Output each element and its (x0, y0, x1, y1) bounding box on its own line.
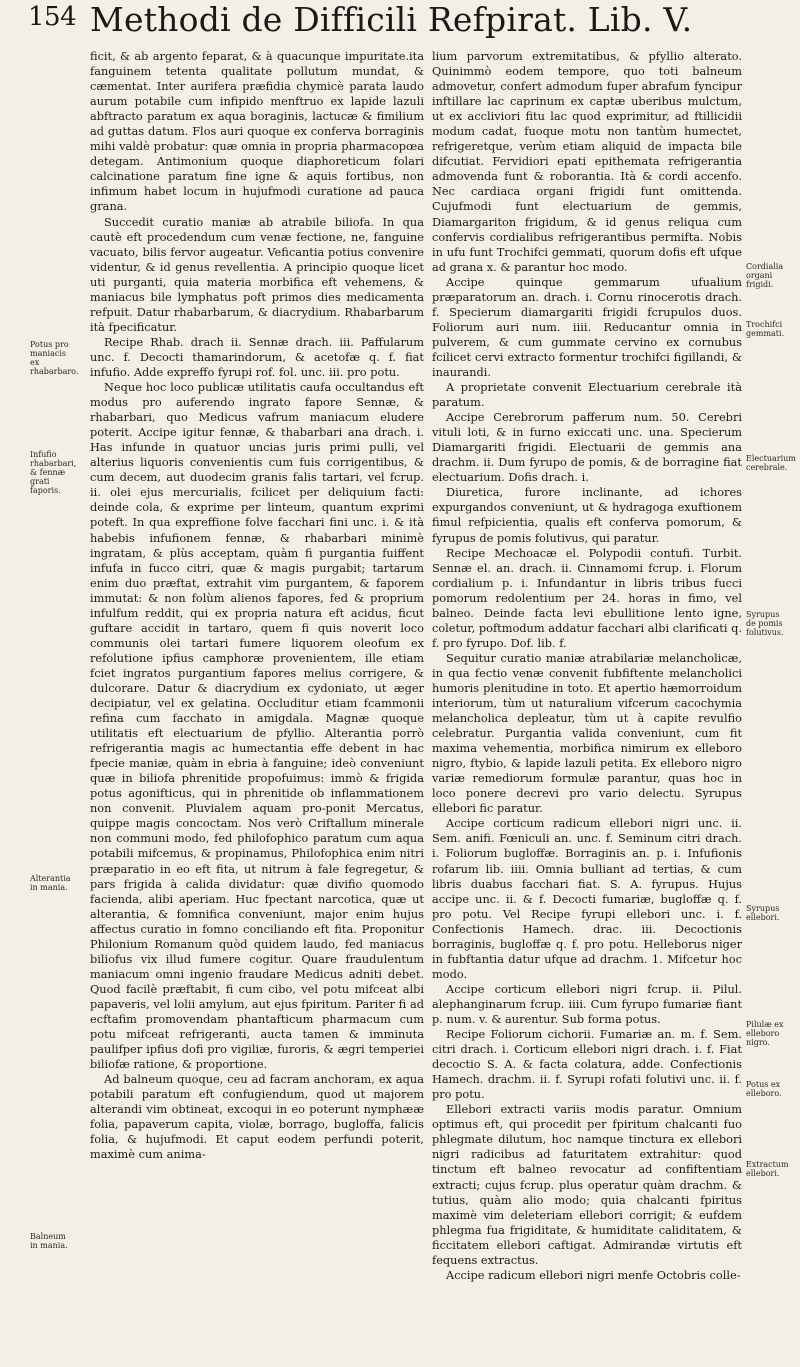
margin-note: Cordialia organi frigidi. (746, 262, 784, 289)
page-number: 154 (28, 2, 77, 32)
margin-note: Potus ex elleboro. (746, 1080, 782, 1098)
margin-note: Extractum ellebori. (746, 1160, 789, 1178)
margin-note: Syrupus de pomis folutivus. (746, 610, 784, 637)
paragraph: Recipe Mechoacæ el. Polypodii contufi. Turbit. Sennæ el. an. drach. ii. Cinnamomi fcrup. i. Florum cordialium p. i. Infundantur in libris tribus fucci pomorum redolentium per 24. horas in fimo, vel balneo. Deinde facta levi ebullitione lento igne, coletur, poftmodum addatur facchari albi clarificati q. f. pro fyrupo. Dof. lib. f. (432, 545, 742, 650)
paragraph: Ellebori extracti variis modis paratur. Omnium optimus eft, qui procedit per fpiritum chalcanti fuo phlegmate dilutum, hoc namque tinctura ex ellebori nigri radicibus ad faturitatem extrahitur: quod tinctum eft balneo revocatur ad confiftentiam extracti; cujus fcrup. plus operatur quàm drachm. & tutius, quàm alio modo; quia chalcanti fpiritus maximè vim deleteriam ellebori corrigit; & eufdem phlegma fua frigiditate, & humiditate caliditatem, & ficcitatem ellebori caftigat. Admirandæ virtutis eft fequens extractus. (432, 1102, 742, 1267)
paragraph: Ad balneum quoque, ceu ad facram anchoram, ex aqua potabili paratum eft confugiendum, quod ut majorem alterandi vim obtineat, excoqui in eo poterunt nymphææ folia, papaverum capita, violæ, borrago, bugloffa, falicis folia, & hujufmodi. Et caput eodem perfundi poterit, maximè cum anima- (90, 1072, 424, 1162)
margin-note: Potus pro maniacis ex rhabarbaro. (30, 340, 79, 376)
margin-note: Pilulæ ex elleboro nigro. (746, 1020, 784, 1047)
paragraph: Accipe corticum radicum ellebori nigri unc. ii. Sem. anifi. Fœniculi an. unc. f. Seminum citri drach. i. Foliorum bugloffæ. Borraginis an. p. i. Infufionis rofarum lib. iiii. Omnia bulliant ad tertias, & cum libris duabus facchari fiat. S. A. fyrupus. Hujus accipe unc. ii. & f. Decocti fumariæ, bugloffæ q. f. pro potu. Vel Recipe fyrupi ellebori unc. i. f. Confectionis Hamech. drac. iii. Decoctionis borraginis, bugloffæ q. f. pro potu. Helleborus niger in fubftantia datur ufque ad drachm. 1. Mifcetur hoc modo. (432, 816, 742, 981)
paragraph: Sequitur curatio maniæ atrabilariæ melancholicæ, in qua fectio venæ convenit fubfiftente melancholici humoris plenitudine in toto. Et apertio hæmorroidum interiorum, tùm ut naturalium vifcerum cacochymia melancholica depleatur, tùm ut à capite revulfio celebratur. Purgantia valida conveniunt, cum fit maxima vehementia, morbifica nimirum ex elleboro nigro, ftybio, & lapide lazuli petita. Ex elleboro nigro variæ remediorum formulæ parantur, quas hoc in loco ponere decrevi pro vario delectu. Syrupus ellebori fic paratur. (432, 650, 742, 816)
running-title: Methodi de Difficili Refpirat. Lib. V. (90, 0, 693, 39)
paragraph: Accipe quinque gemmarum ufualium præparatorum an. drach. i. Cornu rinocerotis drach. f. Specierum diamargariti frigidi fcrupulos duos. Foliorum auri num. iiii. Reducantur omnia in pulverem, & cum gummate cervino ex cornubus fcilicet cervi extracto formentur trochifci figillandi, & inaurandi. (432, 274, 742, 379)
margin-note: Infufio rhabarbari, & fennæ grati faporis. (30, 450, 77, 495)
paragraph: A proprietate convenit Electuarium cerebrale ità paratum. (432, 380, 742, 410)
paragraph: Neque hoc loco publicæ utilitatis caufa occultandus eft modus pro auferendo ingrato fapore Sennæ, & rhabarbari, quo Medicus vafrum maniacum eludere poterit. Accipe igitur fennæ, & thabarbari ana drach. i. Has infunde in quatuor uncias juris primi pulli, vel alterius liquoris convenientis cum fuis corrigentibus, & cum decem, aut duodecim granis falis tartari, vel fcrup. ii. olei ejus mercurialis, fcilicet per deliquium facti: deinde cola, & exprime per linteum, quantum exprimi poteft. In qua expreffione folve facchari fini unc. i. & ità habebis infufionem fennæ, & rhabarbari minimè ingratam, & plùs acceptam, quàm fi purgantia fuiffent infufa in fucco citri, quæ & magis purgabit; tartarum enim duo præftat, extrahit vim purgantem, & faporem immutat: & non folùm alienos fapores, fed & proprium infulfum reddit, qui ex propria natura eft acidus, ficut guftare accidit in tartaro, quem fi quis noverit loco communis olei tartari fumere liquorem oleofum ex refolutione ipfius camphoræ provenientem, ille etiam fciet ingratos purgantium fapores melius corrigere, & dulcorare. Datur & diacrydium ex cydoniato, ut æger decipiatur, vel ex gelatina. Occluditur etiam fcammonii refina cum facchato in amigdala. Magnæ quoque utilitatis eft electuarium de pfyllio. Alterantia porrò refrigerantia magis ac humectantia effe debent in hac fpecie maniæ, quàm in ebria à fanguine; ideò conveniunt quæ in biliofa phrenitide propofuimus: immò & frigida potus agonifticus, qui in phrenitide ob inflammationem non convenit. Pluvialem aquam pro-ponit Mercatus, quippe magis concoctam. Nos verò Criftallum minerale non communi modo, fed philofophico paratum cum aqua potabili mifcemus, & propinamus, Philofophica enim nitri præparatio in eo eft fita, ut nitrum à fale fegregetur, & pars frigida à calida dividatur: quæ divifio quomodo facienda, alibi aperiam. Huc fpectant narcotica, quæ ut alterantia, & fomnifica conveniunt, major enim hujus affectus curatio in fomno conciliando eft fita. Proponitur Philonium Romanum quòd quidem laudo, fed maniacus biliofus vix illud fumere cogitur. Quare fraudulentum maniacum omni ingenio fraudare Medicus adniti debet. Quod facilè præftabit, fi cum cibo, vel potu mifceat albi papaveris, vel lolii amylum, aut ejus fpiritum. Pariter fi ad ecftafim promovendam phantafticum pharmacum cum potu mifceat refrigeranti, aucta tamen & imminuta paulifper ipfius dofi pro vigiliæ, furoris, & ægri temperiei biliofæ ratione, & proportione. (90, 380, 424, 1072)
margin-note: Balneum in mania. (30, 1232, 68, 1250)
paragraph: Accipe corticum ellebori nigri fcrup. ii. Pilul. alephanginarum fcrup. iiii. Cum fyrupo fumariæ fiant p. num. v. & aurentur. Sub forma potus. (432, 981, 742, 1026)
paragraph: Accipe radicum ellebori nigri menfe Octobris colle- (446, 1267, 741, 1282)
margin-note: Electuarium cerebrale. (746, 454, 796, 472)
paragraph: ficit, & ab argento feparat, & à quacunque impuritate.ita fanguinem tetenta qualitate pollutum mundat, & cæmentat. Inter aurifera præfidia chymicè parata laudo aurum potabile cum infipido menftruo ex lapide lazuli abftracto paratum ex aqua boraginis, lactucæ & fimilium ad guttas datum. Flos auri quoque ex conferva borraginis mihi valdè probatur: quæ omnia in propria pharmacopœa detegam. Antimonium quoque diaphoreticum folari calcinatione paratum fine igne & aquis fortibus, non infimum habet locum in hujufmodi curatione ad pauca grana. (90, 49, 424, 214)
paragraph: Diuretica, furore inclinante, ad ichores expurgandos conveniunt, ut & hydragoga exuftionem fimul refpicientia, qualis eft conferva pomorum, & fyrupus de pomis folutivus, qui paratur. (432, 485, 742, 545)
paragraph: lium parvorum extremitatibus, & pfyllio alterato. Quinimmò eodem tempore, quo toti balneum admovetur, confert admodum fuper abrafum fyncipur inftillare lac caprinum ex captæ uberibus mulctum, ut ex accliviori fitu lac quod exprimitur, ad ftillicidii modum cadat, fuoque motu non tantùm humectet, refrigeretque, verùm etiam aliquid de impacta bile difcutiat. Fervidiori epati epithemata refrigerantia admovenda funt & roborantia. Ità & cordi accenfo. Nec cardiaca organi frigidi funt omittenda. Cujufmodi funt electuarium de gemmis, Diamargariton frigidum, & id genus reliqua cum confervis cordialibus refrigerantibus permifta. Nobis in ufu funt Trochifci gemmati, quorum dofis eft ufque ad grana x. & parantur hoc modo. (432, 49, 742, 274)
margin-note: Syrupus ellebori. (746, 904, 780, 922)
paragraph: Succedit curatio maniæ ab atrabile biliofa. In qua cautè eft procedendum cum venæ fectione, ne, fanguine vacuato, bilis fervor augeatur. Veficantia potius convenire videntur, & id genus revellentia. A principio quoque licet uti purganti, quia materia morbifica eft vehemens, & maniacus bile lymphatus poft primos dies medicamenta refpuit. Datur rhabarbarum, & diacrydium. Rhabarbarum ità fpecificatur. (90, 214, 424, 334)
paragraph: Accipe Cerebrorum pafferum num. 50. Cerebri vituli loti, & in furno exiccati unc. una. Specierum Diamargariti frigidi. Electuarii de gemmis ana drachm. ii. Dum fyrupo de pomis, & de borragine fiat electuarium. Dofis drach. i. (432, 410, 742, 485)
margin-note: Trochifci gemmati. (746, 320, 785, 338)
margin-note: Alterantia in mania. (30, 874, 71, 892)
paragraph: Recipe Rhab. drach ii. Sennæ drach. iii. Paffularum unc. f. Decocti thamarindorum, & acetofæ q. f. fiat infufio. Adde expreffo fyrupi rof. fol. unc. iii. pro potu. (90, 334, 424, 379)
left-column (90, 49, 424, 1162)
paragraph: Recipe Foliorum cichorii. Fumariæ an. m. f. Sem. citri drach. i. Corticum ellebori nigri drach. i. f. Fiat decoctio S. A. & facta colatura, adde. Confectionis Hamech. drachm. ii. f. Syrupi rofati folutivi unc. ii. f. pro potu. (432, 1027, 742, 1102)
page-header (0, 0, 800, 52)
right-column (432, 49, 742, 1283)
